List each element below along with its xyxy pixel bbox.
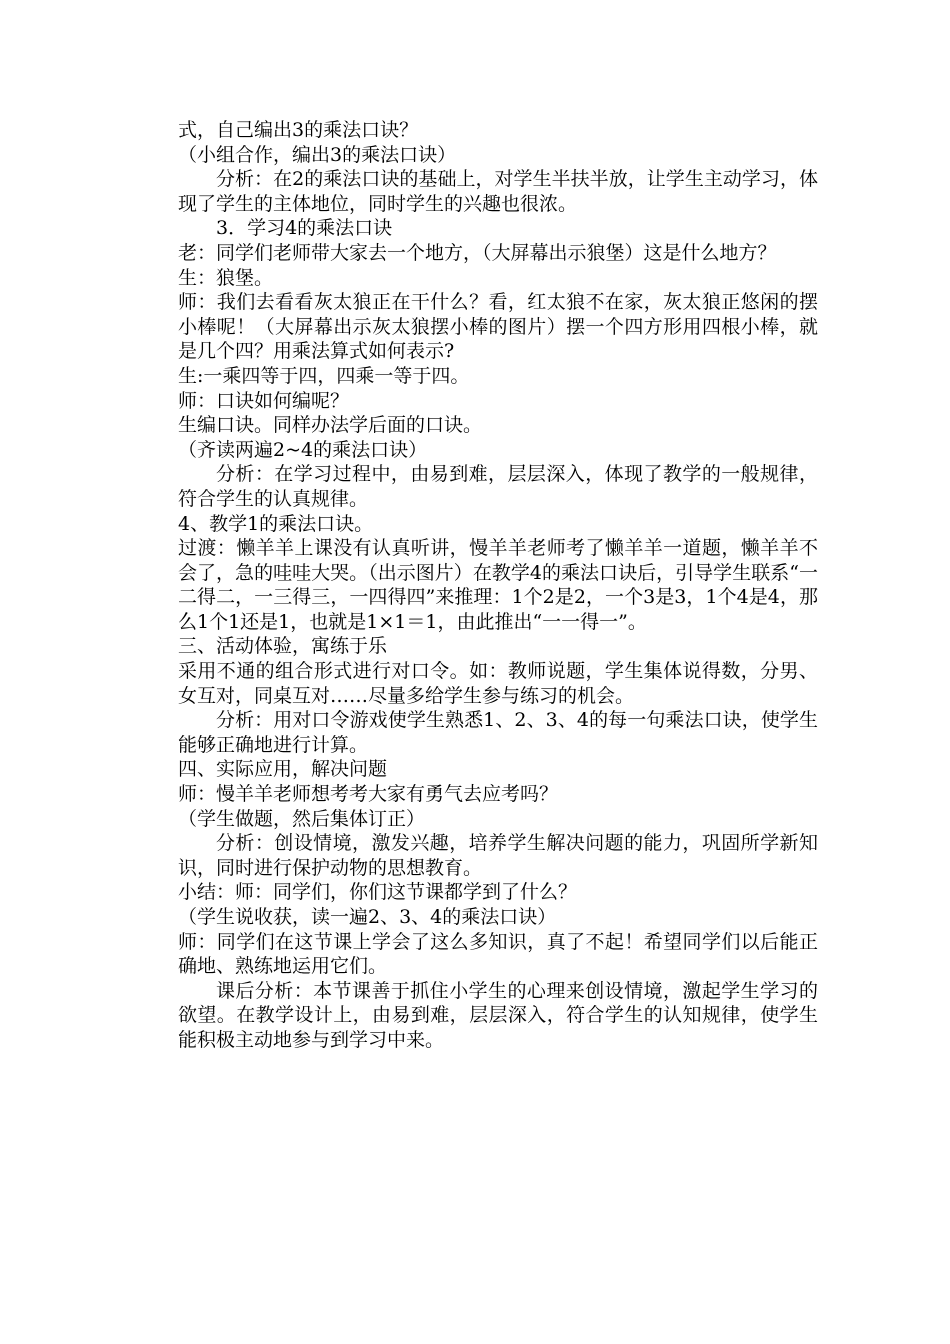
paragraph: 小结：师：同学们，你们这节课都学到了什么？ (178, 881, 578, 904)
paragraph: 师：口诀如何编呢？ (178, 389, 350, 412)
section-heading: 3．学习4的乘法口诀 (216, 217, 393, 240)
paragraph: （学生做题，然后集体订正） (178, 807, 426, 830)
paragraph: 过渡：懒羊羊上课没有认真听讲，慢羊羊老师考了懒羊羊一道题，懒羊羊不会了，急的哇哇大哭。（出示图片）在教学4的乘法口诀后，引导学生联系“一二得二，一三得三，一四得四”来推理：1个2是2，一个3是3，1个4是4，那么1个1还是1，也就是1×1＝1，由此推出“一一得一”。 (178, 537, 818, 633)
analysis-paragraph: 分析：用对口令游戏使学生熟悉1、2、3、4的每一句乘法口诀，使学生能够正确地进行计算。 (178, 709, 818, 756)
paragraph: （学生说收获，读一遍2、3、4的乘法口诀） (178, 906, 557, 928)
paragraph: 式，自己编出3的乘法口诀？ (178, 119, 419, 141)
paragraph: 师：慢羊羊老师想考考大家有勇气去应考吗？ (178, 783, 559, 806)
section-heading: 三、活动体验，寓练于乐 (178, 635, 388, 658)
analysis-paragraph: 分析：在2的乘法口诀的基础上，对学生半扶半放，让学生主动学习，体现了学生的主体地位，同时学生的兴趣也很浓。 (178, 168, 818, 215)
paragraph: 师：同学们在这节课上学会了这么多知识，真了不起！希望同学们以后能正确地、熟练地运用它们。 (178, 930, 818, 978)
document-body (178, 118, 818, 1053)
paragraph: 生编口诀。同样办法学后面的口诀。 (178, 414, 483, 437)
section-heading: 四、实际应用，解决问题 (178, 758, 388, 781)
paragraph: （齐读两遍2~4的乘法口诀） (178, 438, 428, 461)
paragraph: 生：狼堡。 (178, 266, 274, 289)
paragraph: （小组合作，编出3的乘法口诀） (178, 143, 457, 166)
paragraph: 师：我们去看看灰太狼正在干什么？看，红太狼不在家，灰太狼正悠闲的摆小棒呢！（大屏幕出示灰太狼摆小棒的图片）摆一个四方形用四根小棒，就是几个四？用乘法算式如何表示? (178, 291, 818, 363)
paragraph: 生:一乘四等于四，四乘一等于四。 (178, 364, 470, 387)
paragraph: 采用不通的组合形式进行对口令。如：教师说题，学生集体说得数，分男、女互对，同桌互对……尽量多给学生参与练习的机会。 (178, 660, 818, 707)
paragraph: 老：同学们老师带大家去一个地方，（大屏幕出示狼堡）这是什么地方？ (178, 241, 777, 264)
section-heading: 4、教学1的乘法口诀。 (178, 512, 374, 535)
analysis-paragraph: 分析：创设情境，激发兴趣，培养学生解决问题的能力，巩固所学新知识，同时进行保护动物的思想教育。 (178, 832, 818, 879)
analysis-paragraph: 分析：在学习过程中，由易到难，层层深入，体现了教学的一般规律，符合学生的认真规律。 (178, 463, 818, 510)
analysis-paragraph: 课后分析：本节课善于抓住小学生的心理来创设情境，激起学生学习的欲望。在教学设计上，由易到难，层层深入，符合学生的认知规律，使学生能积极主动地参与到学习中来。 (178, 979, 818, 1051)
